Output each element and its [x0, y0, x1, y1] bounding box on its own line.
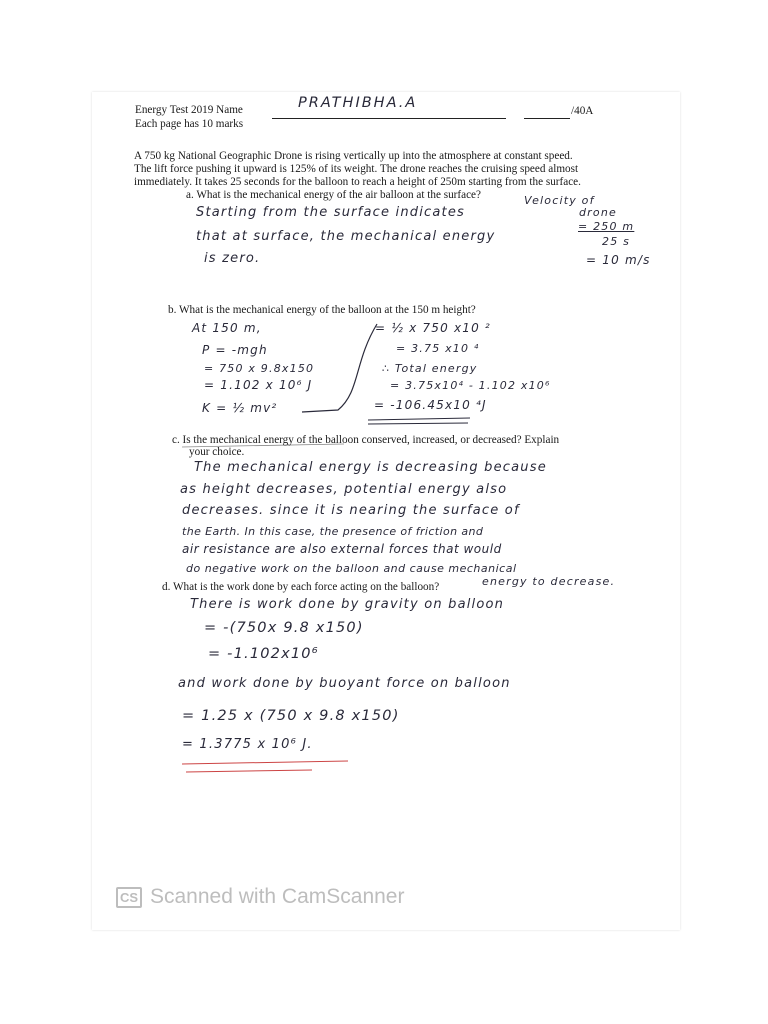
problem-line-3: immediately. It takes 25 seconds for the balloon to reach a height of 250m starting from the surface.	[134, 176, 581, 188]
answer-c-line-6: do negative work on the balloon and cause mechanical	[186, 562, 517, 575]
answer-c-line-2: as height decreases, potential energy also	[180, 482, 508, 497]
velocity-denominator: 25 s	[602, 235, 631, 248]
answer-a-line-3: is zero.	[204, 251, 261, 266]
answer-b-left-4: = 1.102 x 10⁶ J	[204, 378, 313, 392]
question-c: c. Is the mechanical energy of the balloon conserved, increased, or decreased? Explain	[172, 434, 560, 446]
question-c-continued: your choice.	[189, 446, 245, 458]
answer-b-right-5: = -106.45x10 ⁴J	[374, 398, 487, 412]
scanned-page	[92, 92, 680, 930]
problem-line-2: The lift force pushing it upward is 125% of its weight. The drone reaches the cruising speed almost	[134, 163, 579, 175]
answer-c-line-7: energy to decrease.	[482, 575, 616, 588]
answer-c-line-3: decreases. since it is nearing the surface of	[182, 503, 520, 518]
question-b: b. What is the mechanical energy of the balloon at the 150 m height?	[168, 304, 476, 316]
camscanner-logo: CS	[116, 887, 142, 908]
answer-c-line-4: the Earth. In this case, the presence of friction and	[182, 525, 484, 538]
header-test-title: Energy Test 2019 Name	[135, 104, 243, 116]
velocity-result: = 10 m/s	[586, 253, 651, 267]
question-d: d. What is the work done by each force acting on the balloon?	[162, 581, 440, 593]
answer-c-line-1: The mechanical energy is decreasing because	[194, 460, 547, 475]
camscanner-watermark: Scanned with CamScanner	[150, 885, 405, 908]
answer-c-line-5: air resistance are also external forces that would	[182, 542, 502, 556]
answer-b-left-5: K = ½ mv²	[202, 401, 278, 415]
answer-b-right-1: = ½ x 750 x10 ²	[375, 321, 491, 335]
velocity-label: Velocity of	[524, 194, 595, 207]
score-total: /40A	[571, 105, 594, 117]
answer-b-left-1: At 150 m,	[192, 321, 262, 335]
answer-d-line-3: = -1.102x10⁶	[208, 646, 319, 662]
answer-a-line-1: Starting from the surface indicates	[196, 205, 466, 220]
answer-d-line-6: = 1.3775 x 10⁶ J.	[182, 737, 313, 752]
student-name: PRATHIBHA.A	[298, 95, 418, 111]
answer-b-right-4: = 3.75x10⁴ - 1.102 x10⁶	[390, 379, 551, 392]
header-marks-note: Each page has 10 marks	[135, 118, 244, 130]
velocity-label-2: drone	[579, 206, 617, 219]
answer-d-line-2: = -(750x 9.8 x150)	[204, 620, 364, 636]
answer-d-line-1: There is work done by gravity on balloon	[190, 597, 505, 612]
question-a: a. What is the mechanical energy of the air balloon at the surface?	[186, 189, 481, 201]
answer-a-line-2: that at surface, the mechanical energy	[196, 229, 496, 244]
answer-b-left-2: P = -mgh	[202, 343, 268, 357]
answer-b-right-2: = 3.75 x10 ⁴	[396, 342, 480, 355]
problem-line-1: A 750 kg National Geographic Drone is rising vertically up into the atmosphere at constant speed.	[134, 150, 573, 162]
answer-b-right-3: ∴ Total energy	[382, 362, 478, 375]
answer-d-line-5: = 1.25 x (750 x 9.8 x150)	[182, 708, 400, 724]
answer-d-line-4: and work done by buoyant force on balloon	[178, 676, 511, 691]
answer-b-left-3: = 750 x 9.8x150	[204, 362, 315, 375]
velocity-numerator: = 250 m	[578, 220, 635, 233]
